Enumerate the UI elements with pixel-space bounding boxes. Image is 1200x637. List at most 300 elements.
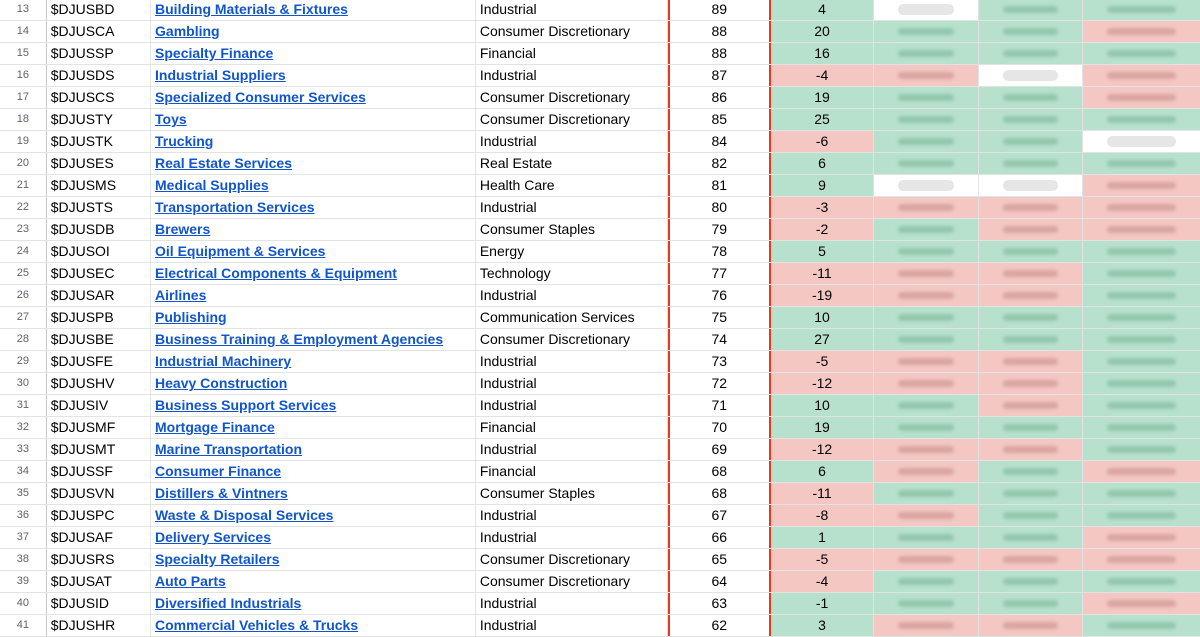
redacted-cell[interactable] [979,395,1083,416]
row-header[interactable]: 17 [0,87,47,108]
symbol-cell[interactable]: $DJUSTY [47,109,151,130]
sector-cell[interactable]: Industrial [476,351,668,372]
redacted-cell[interactable] [874,395,978,416]
industry-link[interactable]: Business Support Services [155,397,337,413]
redacted-cell[interactable] [1083,263,1200,284]
redacted-cell[interactable] [874,109,978,130]
redacted-cell[interactable] [979,21,1083,42]
rank-cell[interactable]: 72 [668,373,771,394]
redacted-cell[interactable] [979,417,1083,438]
redacted-cell[interactable] [1083,593,1200,614]
industry-link[interactable]: Real Estate Services [155,155,292,171]
symbol-cell[interactable]: $DJUSSF [47,461,151,482]
industry-link[interactable]: Medical Supplies [155,177,269,193]
industry-name-cell[interactable] [151,417,476,438]
redacted-cell[interactable] [1083,307,1200,328]
symbol-cell[interactable]: $DJUSCS [47,87,151,108]
industry-name-cell[interactable] [151,87,476,108]
industry-name-cell[interactable] [151,505,476,526]
redacted-cell[interactable] [1083,571,1200,592]
redacted-cell[interactable] [874,307,978,328]
industry-link[interactable]: Publishing [155,309,227,325]
rank-cell[interactable]: 67 [668,505,771,526]
redacted-cell[interactable] [874,263,978,284]
industry-name-cell[interactable] [151,153,476,174]
redacted-cell[interactable] [979,263,1083,284]
symbol-cell[interactable]: $DJUSAR [47,285,151,306]
redacted-cell[interactable] [1083,527,1200,548]
redacted-cell[interactable] [979,615,1083,636]
industry-link[interactable]: Trucking [155,133,214,149]
redacted-cell[interactable] [979,0,1083,20]
redacted-cell[interactable] [874,0,978,20]
change-cell[interactable]: 10 [771,307,874,328]
symbol-cell[interactable]: $DJUSBD [47,0,151,20]
redacted-cell[interactable] [874,175,978,196]
redacted-value [1003,28,1058,35]
row-header[interactable]: 31 [0,395,47,416]
row-header[interactable]: 19 [0,131,47,152]
redacted-cell[interactable] [874,21,978,42]
redacted-value [1003,292,1058,299]
sector-cell[interactable]: Industrial [476,0,668,20]
redacted-cell[interactable] [874,571,978,592]
industry-link[interactable]: Industrial Suppliers [155,67,286,83]
redacted-cell[interactable] [874,439,978,460]
redacted-cell[interactable] [979,131,1083,152]
sector-cell[interactable]: Consumer Staples [476,219,668,240]
symbol-cell[interactable]: $DJUSAT [47,571,151,592]
redacted-cell[interactable] [979,527,1083,548]
sector-cell[interactable]: Industrial [476,373,668,394]
row-header[interactable]: 30 [0,373,47,394]
redacted-cell[interactable] [874,417,978,438]
symbol-cell[interactable]: $DJUSVN [47,483,151,504]
rank-cell[interactable]: 88 [668,43,771,64]
rank-cell[interactable]: 68 [668,461,771,482]
redacted-cell[interactable] [874,527,978,548]
row-header[interactable]: 21 [0,175,47,196]
rank-cell[interactable]: 80 [668,197,771,218]
redacted-cell[interactable] [1083,21,1200,42]
redacted-cell[interactable] [979,373,1083,394]
change-cell[interactable]: 6 [771,153,874,174]
industry-link[interactable]: Auto Parts [155,573,226,589]
redacted-cell[interactable] [1083,505,1200,526]
industry-name-cell[interactable] [151,351,476,372]
change-cell[interactable]: -12 [771,373,874,394]
industry-link[interactable]: Toys [155,111,187,127]
industry-link[interactable]: Transportation Services [155,199,315,215]
redacted-cell[interactable] [979,241,1083,262]
industry-name-cell[interactable] [151,615,476,636]
redacted-cell[interactable] [979,439,1083,460]
industry-name-cell[interactable] [151,65,476,86]
redacted-cell[interactable] [874,351,978,372]
symbol-cell[interactable]: $DJUSMF [47,417,151,438]
rank-cell[interactable]: 66 [668,527,771,548]
redacted-cell[interactable] [1083,131,1200,152]
row-header[interactable]: 34 [0,461,47,482]
rank-cell[interactable]: 62 [668,615,771,636]
redacted-cell[interactable] [1083,417,1200,438]
symbol-cell[interactable]: $DJUSIV [47,395,151,416]
change-cell[interactable]: -8 [771,505,874,526]
redacted-cell[interactable] [979,153,1083,174]
row-header[interactable]: 22 [0,197,47,218]
redacted-cell[interactable] [1083,285,1200,306]
redacted-cell[interactable] [1083,439,1200,460]
change-cell[interactable]: -6 [771,131,874,152]
symbol-cell[interactable]: $DJUSBE [47,329,151,350]
rank-cell[interactable]: 89 [668,0,771,20]
redacted-cell[interactable] [874,285,978,306]
redacted-cell[interactable] [874,131,978,152]
redacted-cell[interactable] [979,109,1083,130]
redacted-cell[interactable] [979,329,1083,350]
redacted-cell[interactable] [874,219,978,240]
symbol-cell[interactable]: $DJUSFE [47,351,151,372]
symbol-cell[interactable]: $DJUSHV [47,373,151,394]
redacted-cell[interactable] [1083,461,1200,482]
redacted-cell[interactable] [1083,0,1200,20]
rank-cell[interactable]: 85 [668,109,771,130]
redacted-cell[interactable] [979,219,1083,240]
sector-cell[interactable]: Consumer Staples [476,483,668,504]
industry-link[interactable]: Specialty Retailers [155,551,280,567]
row-header[interactable]: 13 [0,0,47,20]
industry-name-cell[interactable] [151,285,476,306]
row-header[interactable]: 36 [0,505,47,526]
redacted-cell[interactable] [979,197,1083,218]
rank-cell[interactable]: 77 [668,263,771,284]
row-header[interactable]: 15 [0,43,47,64]
row-header[interactable]: 24 [0,241,47,262]
sector-cell[interactable]: Real Estate [476,153,668,174]
redacted-value [898,248,953,255]
symbol-cell[interactable]: $DJUSPC [47,505,151,526]
row-header[interactable]: 25 [0,263,47,284]
table-row [0,373,1200,395]
redacted-cell[interactable] [874,65,978,86]
rank-cell[interactable]: 86 [668,87,771,108]
sector-cell[interactable]: Industrial [476,197,668,218]
industry-link[interactable]: Distillers & Vintners [155,485,288,501]
symbol-cell[interactable]: $DJUSMS [47,175,151,196]
industry-name-cell[interactable] [151,175,476,196]
change-cell[interactable]: -2 [771,219,874,240]
row-header[interactable]: 40 [0,593,47,614]
redacted-cell[interactable] [874,549,978,570]
redacted-cell[interactable] [1083,395,1200,416]
redacted-cell[interactable] [874,615,978,636]
redacted-cell[interactable] [874,373,978,394]
sector-cell[interactable]: Consumer Discretionary [476,329,668,350]
sector-cell[interactable]: Consumer Discretionary [476,21,668,42]
industry-name-cell[interactable] [151,461,476,482]
sector-cell[interactable]: Financial [476,461,668,482]
rank-cell[interactable]: 64 [668,571,771,592]
industry-link[interactable]: Marine Transportation [155,441,303,457]
sector-cell[interactable]: Industrial [476,131,668,152]
redacted-cell[interactable] [979,505,1083,526]
change-cell[interactable]: -5 [771,351,874,372]
redacted-value [1003,6,1058,13]
rank-cell[interactable]: 81 [668,175,771,196]
change-cell[interactable]: 10 [771,395,874,416]
rank-cell[interactable]: 63 [668,593,771,614]
row-header[interactable]: 27 [0,307,47,328]
redacted-cell[interactable] [979,483,1083,504]
sector-cell[interactable]: Industrial [476,527,668,548]
symbol-cell[interactable]: $DJUSPB [47,307,151,328]
row-header[interactable]: 35 [0,483,47,504]
industry-name-cell[interactable] [151,197,476,218]
redacted-cell[interactable] [1083,483,1200,504]
redacted-value [898,446,953,453]
rank-cell[interactable]: 73 [668,351,771,372]
redacted-cell[interactable] [874,197,978,218]
rank-cell[interactable]: 68 [668,483,771,504]
industry-link[interactable]: Business Training & Employment Agencies [155,331,444,347]
industry-name-cell[interactable] [151,549,476,570]
redacted-cell[interactable] [1083,65,1200,86]
sector-cell[interactable]: Communication Services [476,307,668,328]
rank-cell[interactable]: 79 [668,219,771,240]
redacted-cell[interactable] [1083,351,1200,372]
redacted-cell[interactable] [979,65,1083,86]
industry-link[interactable]: Electrical Components & Equipment [155,265,397,281]
change-cell[interactable]: 3 [771,615,874,636]
change-cell[interactable]: 16 [771,43,874,64]
change-cell[interactable]: 19 [771,417,874,438]
row-header[interactable]: 37 [0,527,47,548]
industry-link[interactable]: Brewers [155,221,211,237]
symbol-cell[interactable]: $DJUSES [47,153,151,174]
industry-link[interactable]: Commercial Vehicles & Trucks [155,617,359,633]
rank-cell[interactable]: 69 [668,439,771,460]
redacted-cell[interactable] [1083,549,1200,570]
industry-name-cell[interactable] [151,395,476,416]
change-cell[interactable]: 20 [771,21,874,42]
industry-link[interactable]: Diversified Industrials [155,595,302,611]
industry-name-cell[interactable] [151,329,476,350]
sector-cell[interactable]: Technology [476,263,668,284]
change-cell[interactable]: -12 [771,439,874,460]
industry-name-cell[interactable] [151,571,476,592]
sector-cell[interactable]: Consumer Discretionary [476,549,668,570]
redacted-value [898,490,953,497]
sector-cell[interactable]: Industrial [476,285,668,306]
row-header[interactable]: 14 [0,21,47,42]
row-header[interactable]: 26 [0,285,47,306]
sector-cell[interactable]: Industrial [476,615,668,636]
redacted-cell[interactable] [1083,43,1200,64]
redacted-cell[interactable] [1083,219,1200,240]
redacted-cell[interactable] [874,593,978,614]
rank-cell[interactable]: 82 [668,153,771,174]
redacted-cell[interactable] [1083,153,1200,174]
redacted-cell[interactable] [1083,87,1200,108]
redacted-cell[interactable] [1083,241,1200,262]
symbol-cell[interactable]: $DJUSHR [47,615,151,636]
sector-cell[interactable]: Industrial [476,65,668,86]
industry-link[interactable]: Industrial Machinery [155,353,292,369]
redacted-cell[interactable] [874,505,978,526]
industry-link[interactable]: Airlines [155,287,207,303]
industry-link[interactable]: Heavy Construction [155,375,288,391]
symbol-cell[interactable]: $DJUSDB [47,219,151,240]
row-header[interactable]: 38 [0,549,47,570]
rank-cell[interactable]: 70 [668,417,771,438]
redacted-cell[interactable] [1083,109,1200,130]
symbol-cell[interactable]: $DJUSMT [47,439,151,460]
change-cell[interactable]: -4 [771,571,874,592]
industry-link[interactable]: Specialized Consumer Services [155,89,366,105]
sector-cell[interactable]: Industrial [476,593,668,614]
industry-name-cell[interactable] [151,263,476,284]
redacted-cell[interactable] [979,285,1083,306]
industry-name-cell[interactable] [151,241,476,262]
industry-name-cell[interactable] [151,439,476,460]
row-header[interactable]: 33 [0,439,47,460]
industry-name-cell[interactable] [151,21,476,42]
redacted-cell[interactable] [874,241,978,262]
industry-name-cell[interactable] [151,527,476,548]
symbol-cell[interactable]: $DJUSID [47,593,151,614]
industry-name-cell[interactable] [151,219,476,240]
redacted-cell[interactable] [979,307,1083,328]
symbol-cell[interactable]: $DJUSTS [47,197,151,218]
rank-cell[interactable]: 71 [668,395,771,416]
symbol-cell[interactable]: $DJUSEC [47,263,151,284]
change-cell[interactable]: 19 [771,87,874,108]
row-header[interactable]: 16 [0,65,47,86]
redacted-cell[interactable] [979,461,1083,482]
rank-cell[interactable]: 65 [668,549,771,570]
industry-name-cell[interactable] [151,307,476,328]
change-cell[interactable]: 4 [771,0,874,20]
redacted-cell[interactable] [979,571,1083,592]
sector-cell[interactable]: Industrial [476,395,668,416]
sector-cell[interactable]: Consumer Discretionary [476,87,668,108]
table-row [0,21,1200,43]
rank-cell[interactable]: 88 [668,21,771,42]
row-header[interactable]: 39 [0,571,47,592]
row-header[interactable]: 23 [0,219,47,240]
change-cell[interactable]: 27 [771,329,874,350]
row-header[interactable]: 20 [0,153,47,174]
sector-cell[interactable]: Consumer Discretionary [476,109,668,130]
symbol-cell[interactable]: $DJUSOI [47,241,151,262]
industry-link[interactable]: Mortgage Finance [155,419,275,435]
sector-cell[interactable]: Industrial [476,505,668,526]
redacted-cell[interactable] [874,153,978,174]
redacted-cell[interactable] [1083,373,1200,394]
industry-name-cell[interactable] [151,0,476,20]
sector-cell[interactable]: Consumer Discretionary [476,571,668,592]
change-cell[interactable]: -11 [771,263,874,284]
redacted-cell[interactable] [1083,197,1200,218]
redacted-cell[interactable] [1083,175,1200,196]
redacted-value [898,50,953,57]
industry-name-cell[interactable] [151,593,476,614]
symbol-cell[interactable]: $DJUSAF [47,527,151,548]
redacted-cell[interactable] [1083,329,1200,350]
redacted-cell[interactable] [874,87,978,108]
redacted-cell[interactable] [979,549,1083,570]
rank-cell[interactable]: 87 [668,65,771,86]
table-row [0,593,1200,615]
redacted-cell[interactable] [979,87,1083,108]
redacted-cell[interactable] [874,483,978,504]
redacted-cell[interactable] [979,593,1083,614]
redacted-cell[interactable] [1083,615,1200,636]
industry-name-cell[interactable] [151,43,476,64]
industry-name-cell[interactable] [151,483,476,504]
change-cell[interactable]: -3 [771,197,874,218]
row-header[interactable]: 28 [0,329,47,350]
sector-cell[interactable]: Financial [476,43,668,64]
change-cell[interactable]: 1 [771,527,874,548]
change-cell[interactable]: 25 [771,109,874,130]
change-cell[interactable]: 6 [771,461,874,482]
change-cell[interactable]: -5 [771,549,874,570]
symbol-cell[interactable]: $DJUSDS [47,65,151,86]
industry-link[interactable]: Oil Equipment & Services [155,243,326,259]
change-cell[interactable]: -1 [771,593,874,614]
sector-cell[interactable]: Health Care [476,175,668,196]
sector-cell[interactable]: Financial [476,417,668,438]
rank-cell[interactable]: 84 [668,131,771,152]
industry-link[interactable]: Specialty Finance [155,45,274,61]
redacted-cell[interactable] [979,175,1083,196]
symbol-cell[interactable]: $DJUSRS [47,549,151,570]
change-cell[interactable]: -4 [771,65,874,86]
row-header[interactable]: 18 [0,109,47,130]
change-cell[interactable]: 5 [771,241,874,262]
industry-name-cell[interactable] [151,131,476,152]
redacted-cell[interactable] [979,351,1083,372]
industry-name-cell[interactable] [151,373,476,394]
symbol-cell[interactable]: $DJUSSP [47,43,151,64]
sector-cell[interactable]: Industrial [476,439,668,460]
symbol-cell[interactable]: $DJUSTK [47,131,151,152]
sector-cell[interactable]: Energy [476,241,668,262]
row-header[interactable]: 32 [0,417,47,438]
redacted-cell[interactable] [874,461,978,482]
industry-link[interactable]: Delivery Services [155,529,271,545]
redacted-cell[interactable] [874,329,978,350]
redacted-cell[interactable] [874,43,978,64]
redacted-cell[interactable] [979,43,1083,64]
industry-link[interactable]: Waste & Disposal Services [155,507,334,523]
rank-cell[interactable]: 74 [668,329,771,350]
industry-name-cell[interactable] [151,109,476,130]
industry-link[interactable]: Consumer Finance [155,463,282,479]
rank-cell[interactable]: 75 [668,307,771,328]
change-cell[interactable]: -11 [771,483,874,504]
industry-link[interactable]: Gambling [155,23,220,39]
row-header[interactable]: 29 [0,351,47,372]
rank-cell[interactable]: 78 [668,241,771,262]
row-header[interactable]: 41 [0,615,47,636]
change-cell[interactable]: -19 [771,285,874,306]
change-cell[interactable]: 9 [771,175,874,196]
symbol-cell[interactable]: $DJUSCA [47,21,151,42]
industry-link[interactable]: Building Materials & Fixtures [155,1,348,17]
rank-cell[interactable]: 76 [668,285,771,306]
